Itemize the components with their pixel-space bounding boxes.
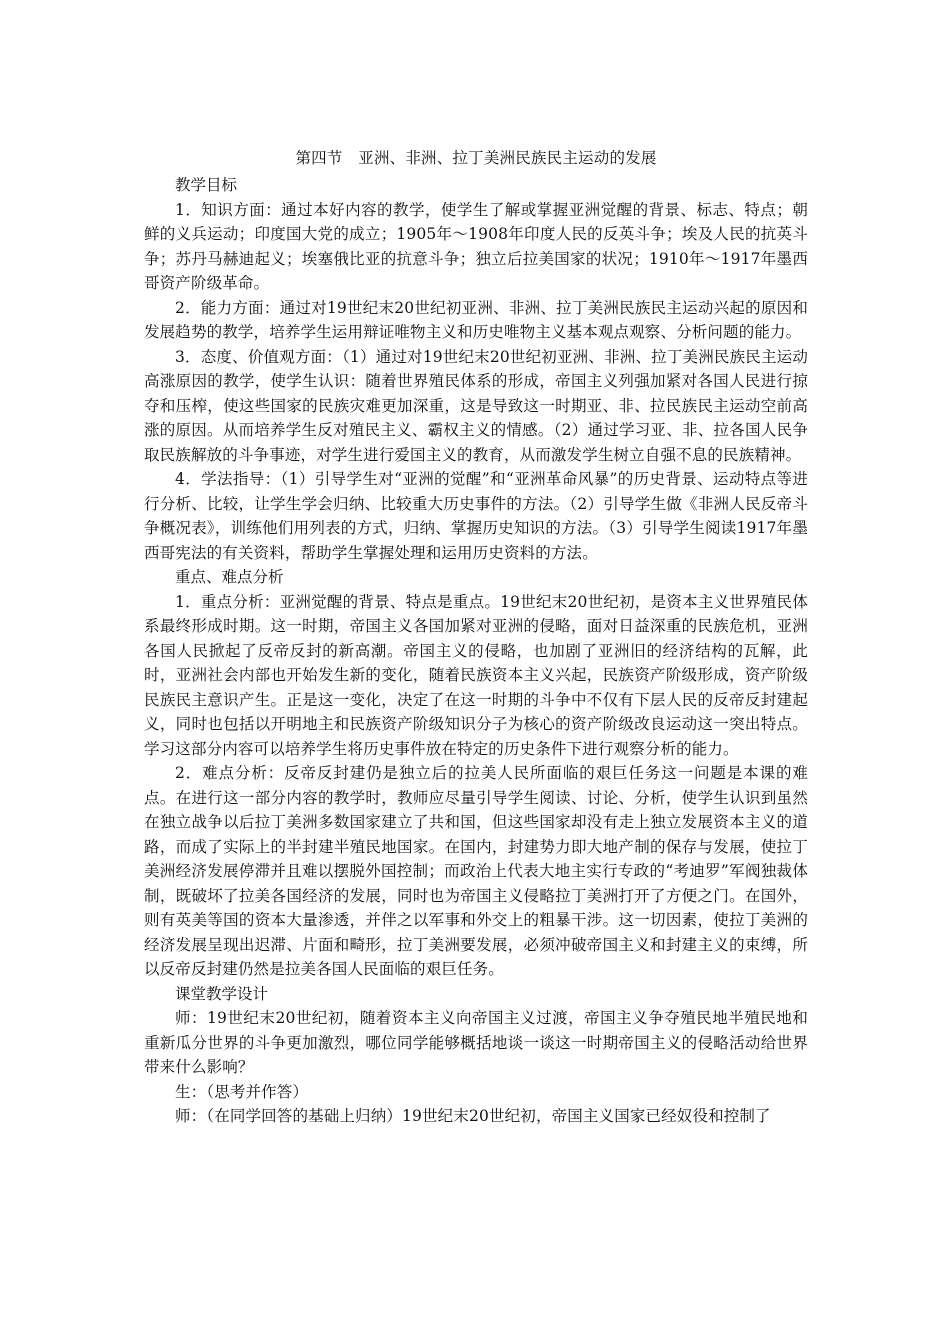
- document-title: 第四节 亚洲、非洲、拉丁美洲民族民主运动的发展: [295, 149, 657, 167]
- paragraph-teacher-summary: 师：（在同学回答的基础上归纳）19世纪末20世纪初，帝国主义国家已经奴役和控制了: [175, 1107, 771, 1125]
- paragraph-key-analysis: 1．重点分析：亚洲觉醒的背景、特点是重点。19世纪末20世纪初，是资本主义世界殖民体系最终形成时期。这一时期，帝国主义各国加紧对亚洲的侵略，面对日益深重的民族危机，亚洲各国人民掀起了反帝反封的新高潮。帝国主义的侵略，也加剧了亚洲旧的经济结构的瓦解，此时，亚洲社会内部也开始发生新的变化，随着民族资本主义兴起，民族资产阶级形成，资产阶级民族民主意识产生。正是这一变化，决定了在这一时期的斗争中不仅有下层人民的反帝反封建起义，同时也包括以开明地主和民族资产阶级知识分子为核心的资产阶级改良运动这一突出特点。学习这部分内容可以培养学生将历史事件放在特定的历史条件下进行观察分析的能力。: [144, 592, 808, 758]
- paragraph-ability: 2．能力方面：通过对19世纪末20世纪初亚洲、非洲、拉丁美洲民族民主运动兴起的原因和发展趋势的教学，培养学生运用辩证唯物主义和历史唯物主义基本观点观察、分析问题的能力。: [144, 298, 808, 341]
- paragraph-difficulty-analysis: 2．难点分析：反帝反封建仍是独立后的拉美人民所面临的艰巨任务这一问题是本课的难点。在进行这一部分内容的教学时，教师应尽量引导学生阅读、讨论、分析，使学生认识到虽然在独立战争以后拉丁美洲多数国家建立了共和国，但这些国家却没有走上独立发展资本主义的道路，而成了实际上的半封建半殖民地国家。在国内，封建势力即大地产制的保存与发展，使拉丁美洲经济发展停滞并且难以摆脱外国控制；而政治上代表大地主实行专政的“考迪罗”军阀独裁体制，既破坏了拉美各国经济的发展，同时也为帝国主义侵略拉丁美洲打开了方便之门。在国外，则有英美等国的资本大量渗透，并伴之以军事和外交上的粗暴干涉。这一切因素，使拉丁美洲的经济发展呈现出迟滞、片面和畸形，拉丁美洲要发展，必须冲破帝国主义和封建主义的束缚，所以反帝反封建仍然是拉美各国人民面临的艰巨任务。: [144, 764, 808, 978]
- paragraph-knowledge: 1．知识方面：通过本好内容的教学，使学生了解或掌握亚洲觉醒的背景、标志、特点；朝鲜的义兵运动；印度国大党的成立；1905年～1908年印度人民的反英斗争；埃及人民的抗英斗争；苏丹马赫迪起义；埃塞俄比亚的抗意斗争；独立后拉美国家的状况；1910年～1917年墨西哥资产阶级革命。: [144, 200, 808, 292]
- paragraph-student-answer: 生：（思考并作答）: [175, 1082, 309, 1101]
- paragraph-attitude: 3．态度、价值观方面：（1）通过对19世纪末20世纪初亚洲、非洲、拉丁美洲民族民主运动高涨原因的教学，使学生认识：随着世界殖民体系的形成，帝国主义列强加紧对各国人民进行掠夺和压榨，使这些国家的民族灾难更加深重，这是导致这一时期亚、非、拉民族民主运动空前高涨的原因。从而培养学生反对殖民主义、霸权主义的情感。（2）通过学习亚、非、拉各国人民争取民族解放的斗争事迹，对学生进行爱国主义的教育，从而激发学生树立自强不息的民族精神。: [144, 347, 808, 464]
- section-heading-objectives: 教学目标: [175, 176, 238, 194]
- paragraph-teacher-question: 师：19世纪末20世纪初，随着资本主义向帝国主义过渡，帝国主义争夺殖民地半殖民地和重新瓜分世界的斗争更加激烈，哪位同学能够概括地谈一谈这一时期帝国主义的侵略活动给世界带来什么影响？: [144, 1009, 808, 1076]
- section-heading-class-design: 课堂教学设计: [175, 984, 269, 1003]
- document-page: [144, 146, 808, 1129]
- section-heading-key-points: 重点、难点分析: [175, 568, 284, 586]
- paragraph-method: 4．学法指导：（1）引导学生对“亚洲的觉醒”和“亚洲革命风暴”的历史背景、运动特点等进行分析、比较，让学生学会归纳、比较重大历史事件的方法。（2）引导学生做《非洲人民反帝斗争概况表》，训练他们用列表的方式，归纳、掌握历史知识的方法。（3）引导学生阅读1917年墨西哥宪法的有关资料，帮助学生掌握处理和运用历史资料的方法。: [144, 470, 808, 562]
